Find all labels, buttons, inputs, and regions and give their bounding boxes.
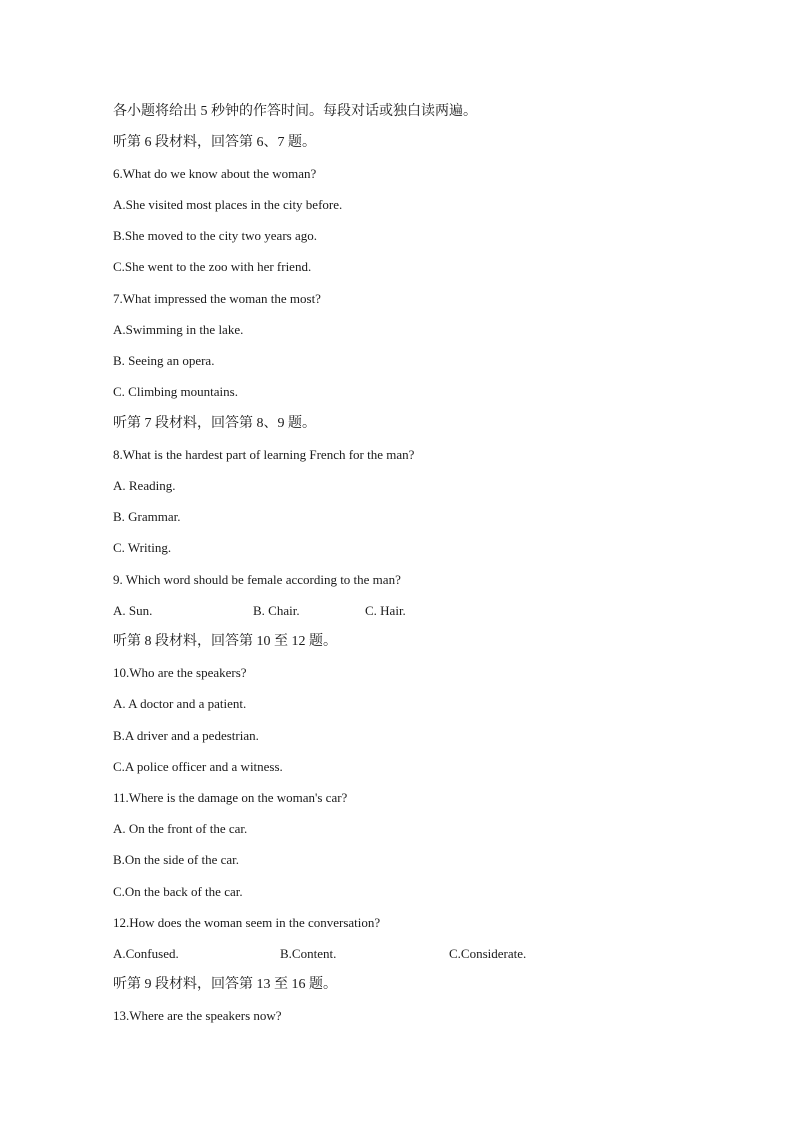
instructions: 各小题将给出 5 秒钟的作答时间。每段对话或独白读两遍。 — [113, 104, 477, 119]
question-7: 7.What impressed the woman the most? — [113, 291, 321, 306]
q7-option-b: B. Seeing an opera. — [113, 353, 215, 368]
question-10: 10.Who are the speakers? — [113, 665, 247, 680]
section-heading-9: 听第 9 段材料，回答第 13 至 16 题。 — [113, 977, 337, 992]
q10-option-b: B.A driver and a pedestrian. — [113, 728, 259, 743]
q9-option-a: A. Sun. — [113, 603, 153, 618]
question-12: 12.How does the woman seem in the conversation? — [113, 915, 381, 930]
q9-option-b: B. Chair. — [253, 603, 300, 618]
q6-option-a: A.She visited most places in the city before. — [113, 197, 343, 212]
section-heading-7: 听第 7 段材料，回答第 8、9 题。 — [113, 416, 316, 431]
section-heading-6: 听第 6 段材料，回答第 6、7 题。 — [113, 135, 316, 150]
question-8: 8.What is the hardest part of learning French for the man? — [113, 447, 415, 462]
question-11: 11.Where is the damage on the woman's car? — [113, 790, 348, 805]
q9-option-c: C. Hair. — [365, 603, 406, 618]
q6-option-c: C.She went to the zoo with her friend. — [113, 259, 312, 274]
q12-option-b: B.Content. — [280, 946, 337, 961]
q11-option-c: C.On the back of the car. — [113, 884, 243, 899]
q6-option-b: B.She moved to the city two years ago. — [113, 228, 317, 243]
q12-option-a: A.Confused. — [113, 946, 179, 961]
question-6: 6.What do we know about the woman? — [113, 166, 317, 181]
q11-option-b: B.On the side of the car. — [113, 852, 239, 867]
question-13: 13.Where are the speakers now? — [113, 1008, 282, 1023]
q7-option-a: A.Swimming in the lake. — [113, 322, 244, 337]
q10-option-a: A. A doctor and a patient. — [113, 696, 247, 711]
q10-option-c: C.A police officer and a witness. — [113, 759, 283, 774]
q11-option-a: A. On the front of the car. — [113, 821, 248, 836]
q8-option-b: B. Grammar. — [113, 509, 181, 524]
q8-option-c: C. Writing. — [113, 540, 172, 555]
section-heading-8: 听第 8 段材料，回答第 10 至 12 题。 — [113, 634, 337, 649]
question-9: 9. Which word should be female according to the man? — [113, 572, 401, 587]
q12-option-c: C.Considerate. — [449, 946, 527, 961]
q7-option-c: C. Climbing mountains. — [113, 384, 238, 399]
q8-option-a: A. Reading. — [113, 478, 176, 493]
